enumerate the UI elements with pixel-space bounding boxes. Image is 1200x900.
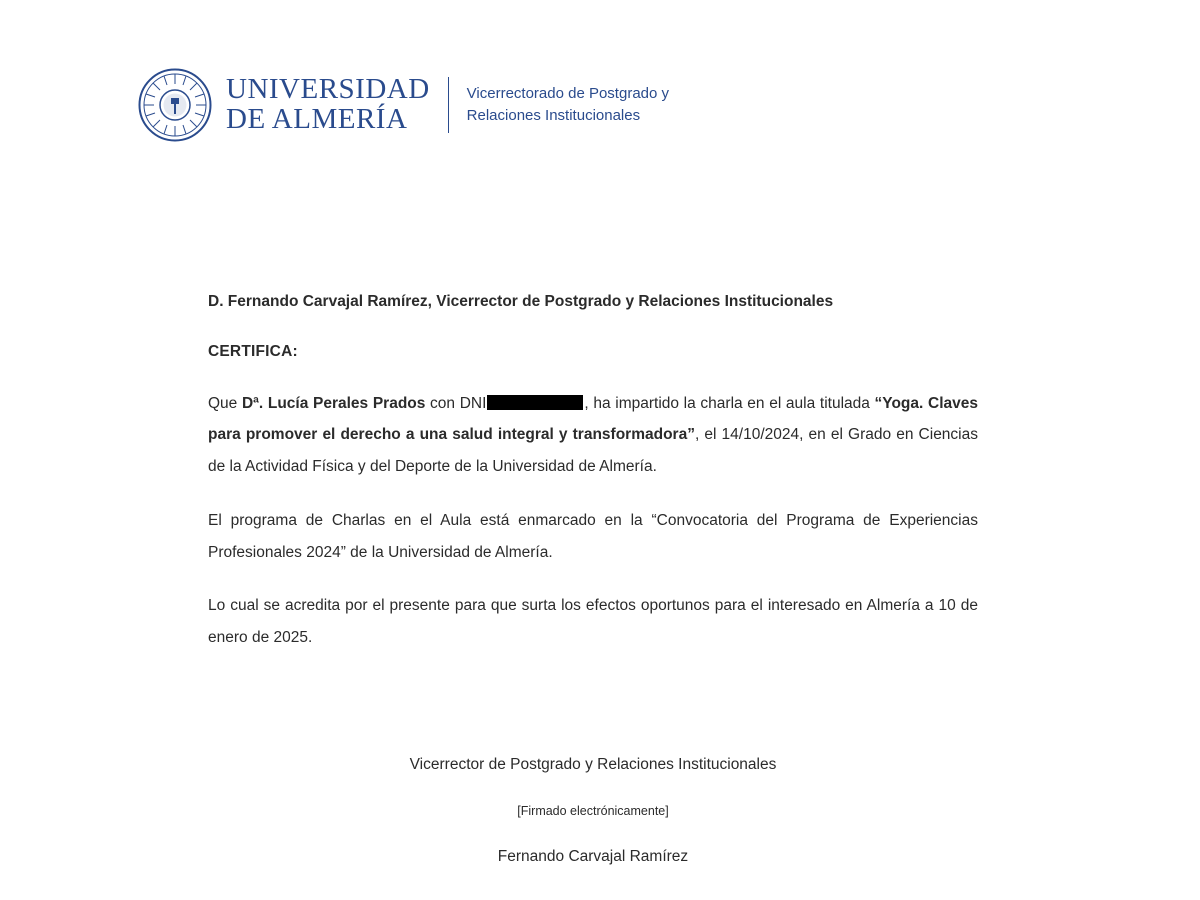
signature-block bbox=[208, 756, 978, 866]
university-name-line1: UNIVERSIDAD bbox=[226, 73, 430, 106]
para1-part2: con DNI bbox=[425, 394, 487, 412]
signer-role: Vicerrector de Postgrado y Relaciones Institucionales bbox=[409, 756, 777, 773]
unit-name-line2: Relaciones Institucionales bbox=[466, 107, 641, 124]
electronic-signature-note: [Firmado electrónicamente] bbox=[517, 804, 669, 818]
university-name bbox=[226, 75, 448, 134]
unit-name bbox=[449, 83, 669, 128]
para1-part3: , ha impartido la charla en el aula titulada bbox=[584, 394, 875, 412]
redacted-dni bbox=[487, 395, 583, 410]
addressee-line: D. Fernando Carvajal Ramírez, Vicerrector de Postgrado y Relaciones Institucionales bbox=[208, 293, 834, 310]
paragraph-closing: Lo cual se acredita por el presente para que surta los efectos oportunos para el interesado en Almería a 10 de enero de 2025. bbox=[208, 597, 978, 647]
paragraph-programme: El programa de Charlas en el Aula está enmarcado en la “Convocatoria del Programa de Experiencias Profesionales 2024” de la Universidad de Almería. bbox=[208, 511, 978, 561]
brand-block bbox=[226, 75, 669, 134]
letterhead bbox=[138, 68, 669, 142]
certifies-label: CERTIFICA: bbox=[208, 342, 298, 360]
document-body bbox=[208, 286, 978, 676]
paragraph-certification bbox=[208, 388, 978, 483]
recipient-name: Dª. Lucía Perales Prados bbox=[241, 394, 426, 412]
talk-title: “Yoga. Claves para promover el derecho a una salud integral y transformadora” bbox=[208, 394, 978, 444]
university-seal-icon bbox=[138, 68, 212, 142]
unit-name-line1: Vicerrectorado de Postgrado y bbox=[466, 84, 670, 102]
para1-part1: Que bbox=[208, 394, 242, 412]
university-name-line2: DE ALMERÍA bbox=[226, 103, 408, 135]
para1-part4: , el 14/10/2024, en el Grado en Ciencias de la Actividad Física y del Deporte de la Universidad de Almería. bbox=[208, 426, 978, 476]
signer-name: Fernando Carvajal Ramírez bbox=[497, 848, 689, 865]
